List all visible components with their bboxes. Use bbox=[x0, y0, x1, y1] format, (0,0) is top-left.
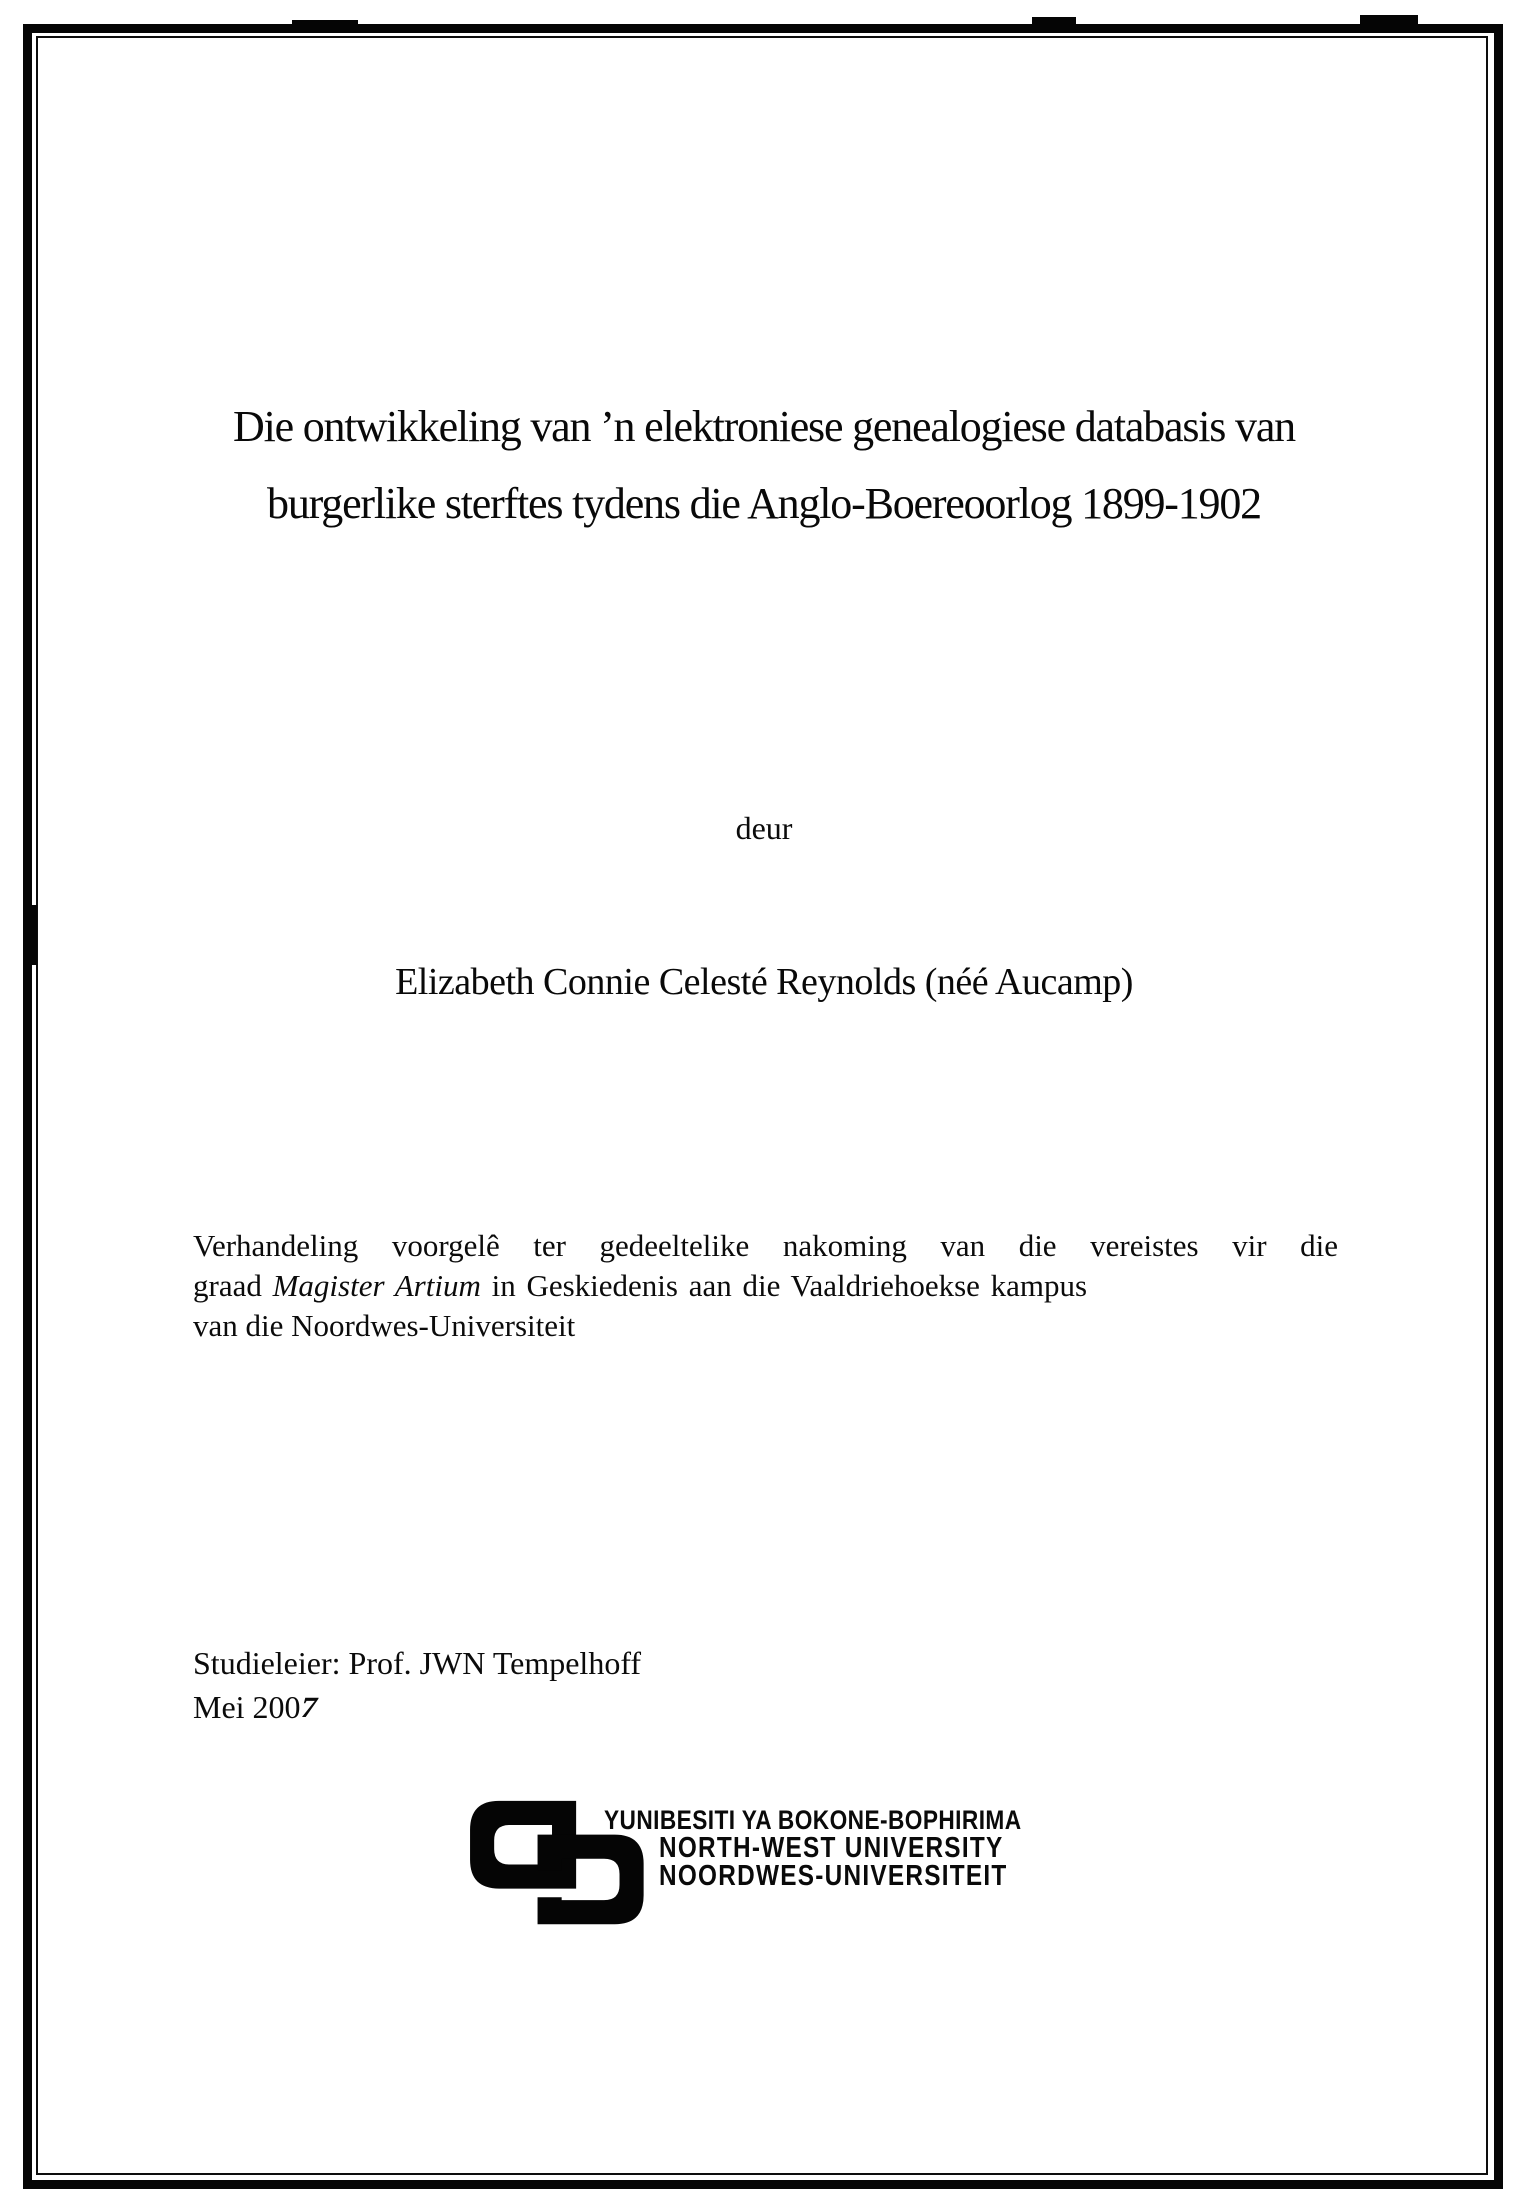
title-line-2: burgerlike sterftes tydens die Anglo-Boereoorlog 1899-1902 bbox=[267, 479, 1261, 528]
statement-line-2-prefix: graad bbox=[193, 1268, 273, 1303]
scan-artifact bbox=[1032, 17, 1076, 25]
scan-artifact bbox=[292, 20, 358, 26]
date-line bbox=[193, 1689, 321, 1726]
logo-text-line-1: YUNIBESITI YA BOKONE-BOPHIRIMA bbox=[604, 1805, 1022, 1835]
statement-line-2-suffix: in Geskiedenis aan die Vaaldriehoekse kampus bbox=[480, 1268, 1088, 1303]
date-prefix: Mei 200 bbox=[193, 1689, 301, 1725]
statement-line-3: van die Noordwes-Universiteit bbox=[193, 1308, 576, 1343]
degree-name-italic: Magister Artium bbox=[272, 1268, 481, 1303]
date-last-digit: 7 bbox=[296, 1690, 321, 1724]
logo-text-line-3: NOORDWES-UNIVERSITEIT bbox=[659, 1860, 1008, 1892]
author-name: Elizabeth Connie Celesté Reynolds (néé Aucamp) bbox=[395, 961, 1133, 1003]
scan-artifact bbox=[23, 905, 37, 965]
supervisor-line: Studieleier: Prof. JWN Tempelhoff bbox=[193, 1645, 642, 1681]
thesis-title bbox=[190, 404, 1338, 527]
thesis-statement bbox=[193, 1226, 1338, 1346]
logo-text-line-2: NORTH-WEST UNIVERSITY bbox=[659, 1832, 1004, 1864]
statement-line-1: Verhandeling voorgelê ter gedeeltelike nakoming van die vereistes vir die bbox=[193, 1228, 1338, 1263]
byline-deur: deur bbox=[735, 810, 793, 846]
title-line-1: Die ontwikkeling van ’n elektroniese genealogiese databasis van bbox=[233, 402, 1295, 451]
statement-line-2 bbox=[193, 1266, 1338, 1306]
scan-artifact bbox=[1360, 15, 1418, 25]
